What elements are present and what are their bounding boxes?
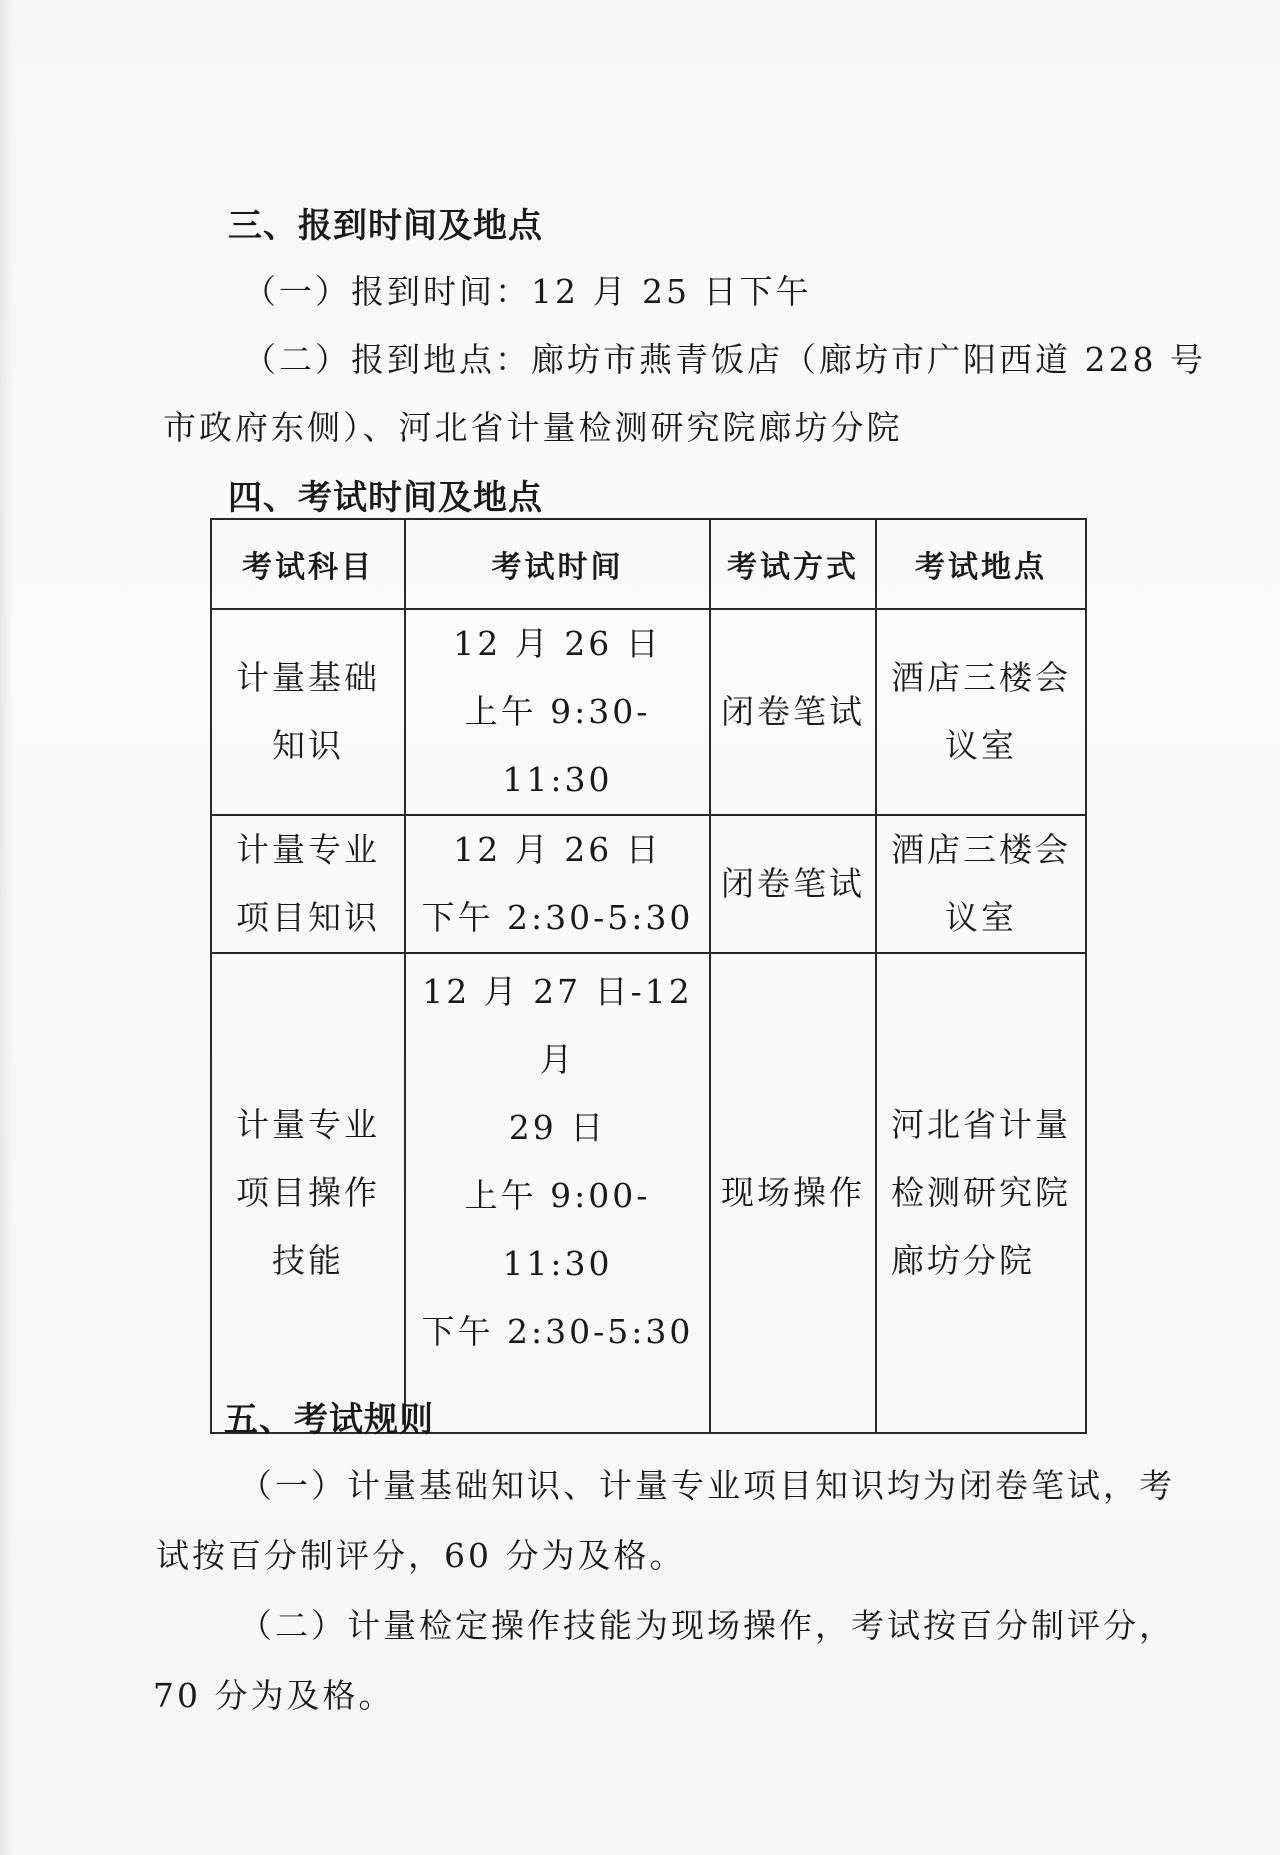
- section-4-heading: 四、考试时间及地点: [228, 478, 543, 518]
- subject-line: 计量专业: [236, 830, 380, 869]
- subject-line: 技能: [272, 1241, 344, 1280]
- time-line: 下午 2:30-5:30: [421, 1312, 694, 1351]
- section-5-item-2-line-2: 70 分为及格。: [153, 1676, 395, 1715]
- location-line: 检测研究院: [891, 1173, 1071, 1212]
- time-line: 下午 2:30-5:30: [421, 898, 694, 937]
- section-3-item-2-line-2: 市政府东侧）、河北省计量检测研究院廊坊分院: [163, 408, 903, 447]
- table-row: [211, 609, 1086, 815]
- subject-line: 知识: [272, 726, 344, 765]
- time-cell: [405, 815, 710, 953]
- location-line: 河北省计量: [891, 1105, 1071, 1144]
- header-time: 考试时间: [405, 519, 710, 609]
- time-line: 12 月 26 日: [453, 624, 662, 663]
- location-cell: [876, 815, 1086, 953]
- section-5-heading: 五、考试规则: [224, 1400, 434, 1440]
- subject-line: 计量基础: [236, 658, 380, 697]
- header-location: 考试地点: [876, 519, 1086, 609]
- location-line: 议室: [945, 898, 1017, 937]
- location-line: 廊坊分院: [891, 1241, 1035, 1280]
- exam-schedule-table: [210, 518, 1087, 1434]
- subject-line: 项目操作: [236, 1173, 380, 1212]
- subject-line: 项目知识: [236, 898, 380, 937]
- subject-cell: [211, 953, 405, 1433]
- table-header-row: [211, 519, 1086, 609]
- time-cell: [405, 609, 710, 815]
- method-cell: 现场操作: [710, 953, 876, 1433]
- subject-cell: [211, 815, 405, 953]
- table-row: [211, 815, 1086, 953]
- section-3-item-2-line-1: （二）报到地点：廊坊市燕青饭店（廊坊市广阳西道 228 号: [243, 340, 1206, 379]
- subject-cell: [211, 609, 405, 815]
- section-3-heading: 三、报到时间及地点: [228, 206, 543, 246]
- location-line: 酒店三楼会: [891, 830, 1071, 869]
- header-subject: 考试科目: [211, 519, 405, 609]
- section-3-item-1: （一）报到时间：12 月 25 日下午: [243, 272, 812, 311]
- section-5-item-1-line-1: （一）计量基础知识、计量专业项目知识均为闭卷笔试，考: [239, 1466, 1175, 1505]
- time-line: 12 月 26 日: [453, 830, 662, 869]
- time-line: 上午 9:30-11:30: [464, 692, 651, 799]
- time-cell: [405, 953, 710, 1433]
- subject-line: 计量专业: [236, 1105, 380, 1144]
- section-5-item-1-line-2: 试按百分制评分，60 分为及格。: [156, 1536, 686, 1575]
- location-line: 议室: [945, 726, 1017, 765]
- time-line: 12 月 27 日-12 月: [422, 972, 693, 1079]
- time-line: 上午 9:00-11:30: [464, 1176, 651, 1283]
- location-cell: [876, 953, 1086, 1433]
- page-edge-shadow: [0, 0, 14, 1855]
- time-line: 29 日: [508, 1108, 607, 1147]
- header-method: 考试方式: [710, 519, 876, 609]
- table-row: [211, 953, 1086, 1433]
- location-line: 酒店三楼会: [891, 658, 1071, 697]
- section-5-item-2-line-1: （二）计量检定操作技能为现场操作，考试按百分制评分，: [239, 1606, 1175, 1645]
- location-cell: [876, 609, 1086, 815]
- method-cell: 闭卷笔试: [710, 609, 876, 815]
- method-cell: 闭卷笔试: [710, 815, 876, 953]
